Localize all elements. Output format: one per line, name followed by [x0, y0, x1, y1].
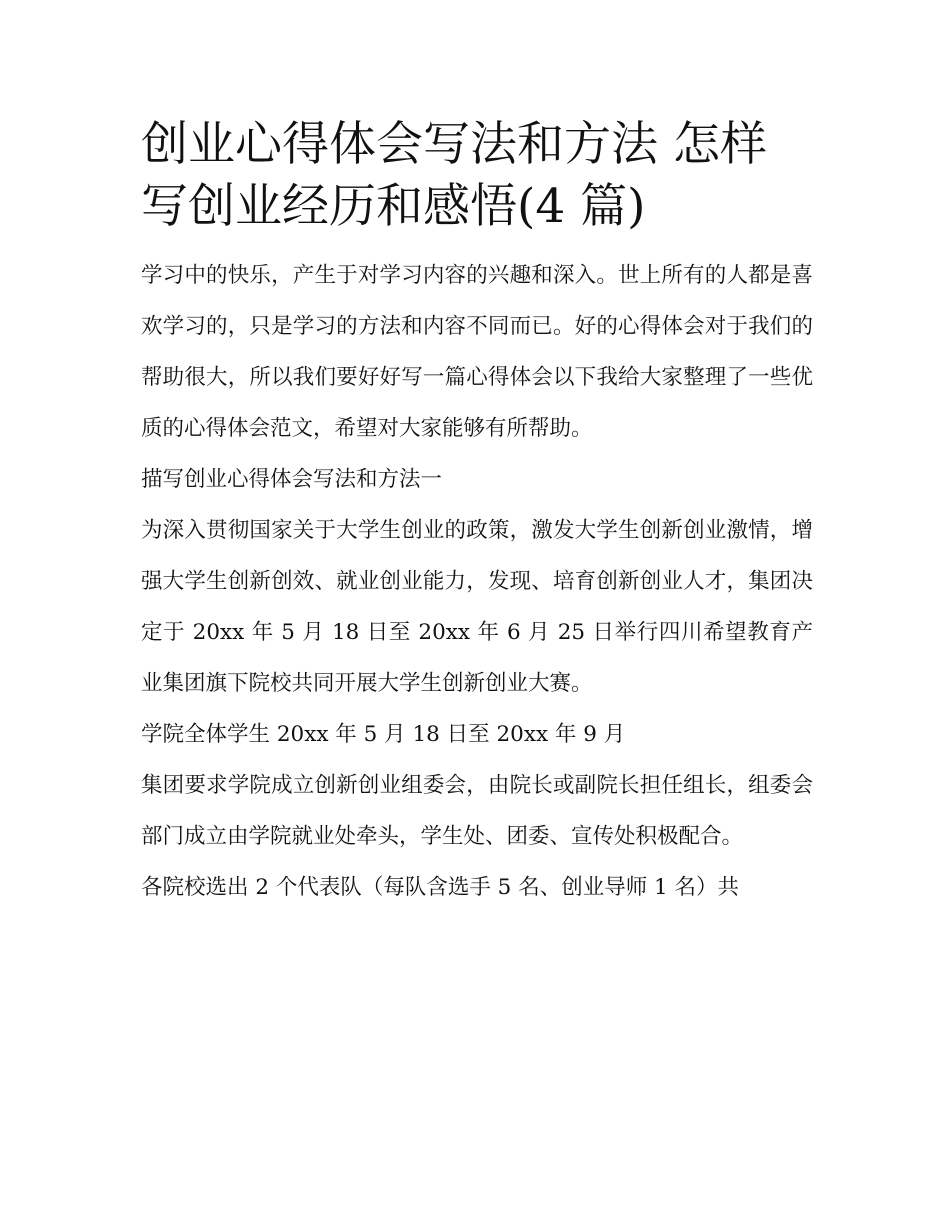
body-paragraph: 集团要求学院成立创新创业组委会，由院长或副院长担任组长，组委会部门成立由学院就业处牵头，学生处、团委、宣传处积极配合。 [141, 773, 813, 849]
intro-paragraph: 学习中的快乐，产生于对学习内容的兴趣和深入。世上所有的人都是喜欢学习的，只是学习的方法和内容不同而已。好的心得体会对于我们的帮助很大，所以我们要好好写一篇心得体会以下我给大家整理了一些优质的心得体会范文，希望对大家能够有所帮助。 [141, 263, 813, 441]
body-paragraph: 为深入贯彻国家关于大学生创业的政策，激发大学生创新创业激情，增强大学生创新创效、就业创业能力，发现、培育创新创业人才，集团决定于 20xx 年 5 月 18 日至 20xx 年 6 月 25 日举行四川希望教育产业集团旗下院校共同开展大学生创新创业大赛。 [141, 518, 813, 696]
body-paragraph: 各院校选出 2 个代表队（每队含选手 5 名、创业导师 1 名）共 [141, 875, 740, 900]
section-heading: 描写创业心得体会写法和方法一 [141, 467, 443, 492]
body-paragraph: 学院全体学生 20xx 年 5 月 18 日至 20xx 年 9 月 [141, 722, 626, 747]
document-page [141, 114, 813, 913]
document-title: 创业心得体会写法和方法 怎样写创业经历和感悟(4 篇) [141, 117, 767, 234]
